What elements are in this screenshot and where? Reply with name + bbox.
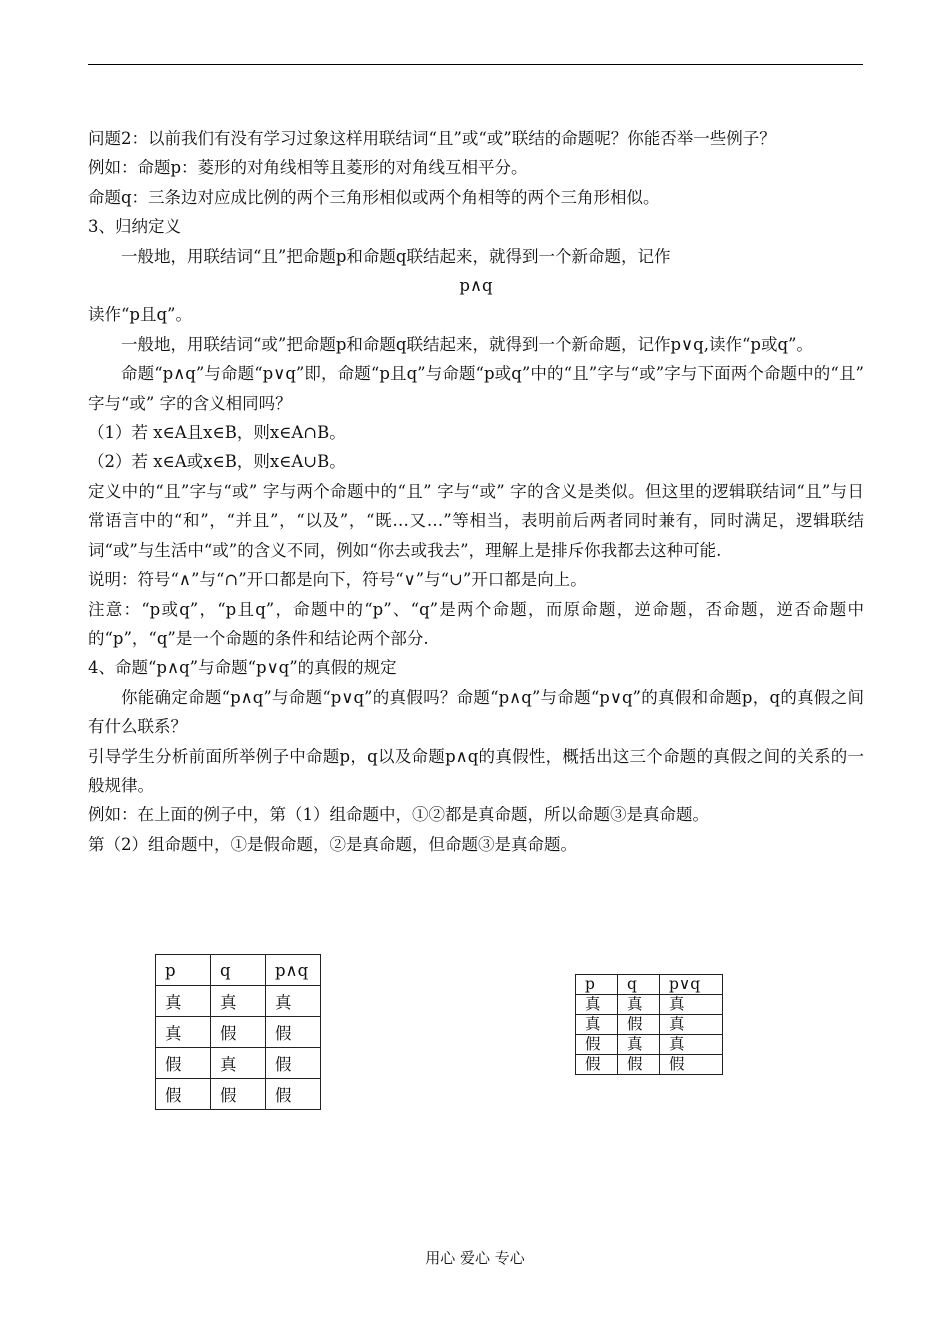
truth-table-and — [155, 954, 321, 1110]
page-footer: 用心 爱心 专心 — [425, 1249, 525, 1267]
paragraph: 你能确定命题“p∧q”与命题“p∨q”的真假吗？命题“p∧q”与命题“p∨q”的真假和命题p，q的真假之间有什么联系？ — [88, 687, 864, 737]
paragraph: p∧q — [459, 276, 493, 296]
table-cell: 假 — [660, 1055, 723, 1075]
table-header-cell: p∨q — [660, 975, 723, 995]
table-cell: 真 — [576, 995, 618, 1015]
table-cell: 假 — [576, 1035, 618, 1055]
paragraph: 注意：“p或q”，“p且q”，命题中的“p”、“q”是两个命题，而原命题，逆命题，否命题，逆否命题中的“p”，“q”是一个命题的条件和结论两个部分. — [88, 599, 864, 648]
table-cell: 真 — [156, 986, 211, 1017]
paragraph: 说明：符号“∧”与“∩”开口都是向下，符号“∨”与“∪”开口都是向上。 — [88, 570, 587, 590]
table-header-cell: q — [211, 955, 266, 986]
table-cell: 假 — [266, 1079, 321, 1110]
table-row — [156, 1079, 321, 1110]
table-cell: 假 — [211, 1079, 266, 1110]
paragraph: 例如：在上面的例子中，第（1）组命题中，①②都是真命题，所以命题③是真命题。 — [88, 805, 709, 825]
paragraph: 引导学生分析前面所举例子中命题p，q以及命题p∧q的真假性，概括出这三个命题的真假之间的关系的一般规律。 — [88, 746, 864, 795]
truth-table-or — [575, 974, 723, 1075]
paragraph: 第（2）组命题中，①是假命题，②是真命题，但命题③是真命题。 — [88, 834, 577, 854]
table-row — [156, 986, 321, 1017]
table-cell: 假 — [211, 1017, 266, 1048]
table-cell: 假 — [576, 1055, 618, 1075]
table-cell: 真 — [618, 1035, 660, 1055]
paragraph: 例如：命题p：菱形的对角线相等且菱形的对角线互相平分。 — [88, 158, 528, 178]
table-cell: 假 — [156, 1079, 211, 1110]
paragraph: （1）若 x∈A且x∈B，则x∈A∩B。 — [88, 423, 346, 443]
paragraph: 4、命题“p∧q”与命题“p∨q”的真假的规定 — [88, 658, 397, 678]
table-row — [576, 1055, 723, 1075]
table-cell: 假 — [618, 1015, 660, 1035]
table-row — [156, 1017, 321, 1048]
paragraph: 一般地，用联结词“且”把命题p和命题q联结起来，就得到一个新命题，记作 — [121, 246, 671, 266]
table-row — [576, 1035, 723, 1055]
paragraph: 定义中的“且”字与“或” 字与两个命题中的“且” 字与“或” 字的含义是类似。但这里的逻辑联结词“且”与日常语言中的“和”，“并且”，“以及”，“既…又…”等相当，表明前后两者同时兼有，同时满足，逻辑联结词“或”与生活中“或”的含义不同，例如“你去或我去”，理解上是排斥你我都去这种可能. — [88, 481, 864, 560]
table-cell: 真 — [660, 1035, 723, 1055]
table-header-cell: p — [156, 955, 211, 986]
truth-table-and-body — [156, 955, 321, 1110]
table-cell: 真 — [660, 1015, 723, 1035]
table-header-cell: p∧q — [266, 955, 321, 986]
table-row — [576, 1015, 723, 1035]
table-cell: 真 — [211, 986, 266, 1017]
table-cell: 假 — [266, 1017, 321, 1048]
table-cell: 真 — [266, 986, 321, 1017]
table-header-row — [576, 975, 723, 995]
table-header-cell: q — [618, 975, 660, 995]
table-cell: 真 — [618, 995, 660, 1015]
paragraph: （2）若 x∈A或x∈B，则x∈A∪B。 — [88, 452, 346, 472]
paragraph: 3、归纳定义 — [88, 217, 181, 237]
table-cell: 真 — [156, 1017, 211, 1048]
paragraph: 问题2：以前我们有没有学习过象这样用联结词“且”或“或”联结的命题呢？你能否举一些例子？ — [88, 129, 776, 148]
document-body — [88, 124, 864, 859]
paragraph: 一般地，用联结词“或”把命题p和命题q联结起来，就得到一个新命题，记作p∨q,读作“p或q”。 — [121, 334, 813, 354]
table-header-row — [156, 955, 321, 986]
table-row — [576, 995, 723, 1015]
truth-table-or-body — [576, 975, 723, 1075]
table-cell: 假 — [266, 1048, 321, 1079]
table-cell: 假 — [156, 1048, 211, 1079]
paragraph: 命题“p∧q”与命题“p∨q”即，命题“p且q”与命题“p或q”中的“且”字与“或”字与下面两个命题中的“且” 字与“或” 字的含义相同吗？ — [88, 364, 864, 413]
header-rule — [88, 64, 863, 65]
table-row — [156, 1048, 321, 1079]
paragraph: 命题q：三条边对应成比例的两个三角形相似或两个角相等的两个三角形相似。 — [88, 187, 660, 207]
table-cell: 真 — [660, 995, 723, 1015]
table-cell: 真 — [576, 1015, 618, 1035]
table-header-cell: p — [576, 975, 618, 995]
table-cell: 真 — [211, 1048, 266, 1079]
table-cell: 假 — [618, 1055, 660, 1075]
paragraph: 读作“p且q”。 — [88, 305, 192, 325]
